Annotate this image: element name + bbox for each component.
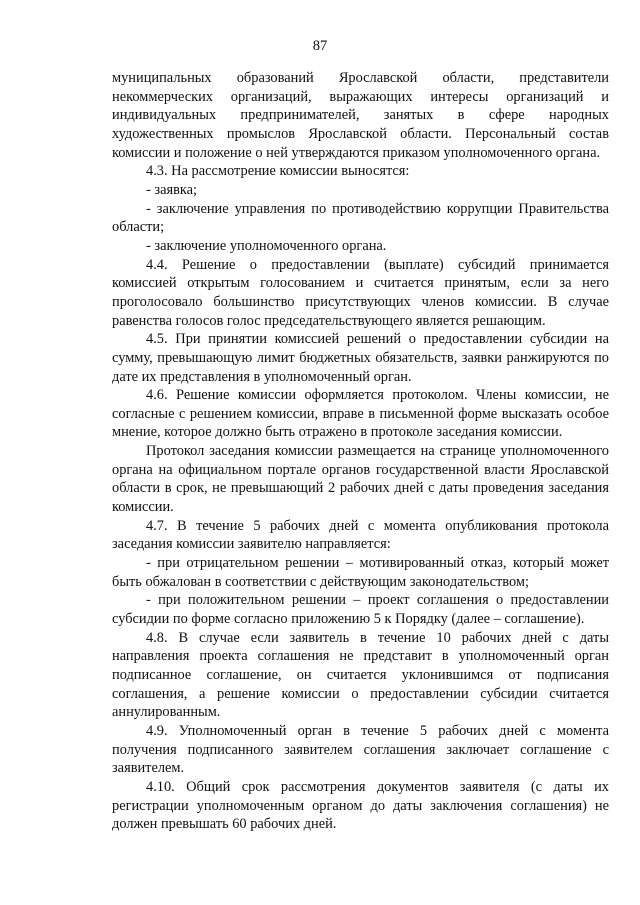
paragraph: 4.10. Общий срок рассмотрения документов заявителя (с даты их регистрации уполномоченным органом до даты заключения соглашения) не должен превышать 60 рабочих дней. bbox=[112, 778, 609, 833]
list-item: - заключение управления по противодействию коррупции Правительства области; bbox=[112, 200, 609, 236]
paragraph: 4.4. Решение о предоставлении (выплате) субсидий принимается комиссией открытым голосованием и считается принятым, если за него проголосовало большинство присутствующих членов комиссии. В случае равенства голосов голос председательствующего является решающим. bbox=[112, 256, 609, 329]
paragraph: 4.9. Уполномоченный орган в течение 5 рабочих дней с момента получения подписанного заявителем соглашения заключает соглашение с заявителем. bbox=[112, 722, 609, 777]
list-item: - заявка; bbox=[146, 181, 198, 198]
paragraph: 4.7. В течение 5 рабочих дней с момента опубликования протокола заседания комиссии заявителю направляется: bbox=[112, 517, 609, 553]
document-body bbox=[112, 69, 609, 834]
list-item: - при положительном решении – проект соглашения о предоставлении субсидии по форме согласно приложению 5 к Порядку (далее – соглашение). bbox=[112, 592, 609, 628]
list-item: - заключение уполномоченного органа. bbox=[146, 237, 387, 254]
paragraph: 4.6. Решение комиссии оформляется протоколом. Члены комиссии, не согласные с решением комиссии, вправе в письменной форме высказать особое мнение, которое должно быть отражено в протоколе заседания комиссии. bbox=[112, 387, 609, 441]
paragraph: муниципальных образований Ярославской области, представители некоммерческих организаций, выражающих интересы организаций и индивидуальных предпринимателей, занятых в сфере народных художественных промыслов Ярославской области. Персональный состав комиссии и положение о ней утверждаются приказом уполномоченного органа. bbox=[112, 70, 609, 161]
paragraph: 4.3. На рассмотрение комиссии выносятся: bbox=[146, 163, 410, 180]
paragraph: 4.8. В случае если заявитель в течение 10 рабочих дней с даты направления проекта соглашения не представит в уполномоченный орган подписанное соглашение, он считается уклонившимся от подписания соглашения, а решение комиссии о предоставлении субсидии считается аннулированным. bbox=[112, 629, 609, 721]
page-number: 87 bbox=[312, 38, 328, 54]
paragraph: 4.5. При принятии комиссией решений о предоставлении субсидии на сумму, превышающую лимит бюджетных обязательств, заявки ранжируются по дате их представления в уполномоченный орган. bbox=[112, 331, 609, 385]
list-item: - при отрицательном решении – мотивированный отказ, который может быть обжалован в соответствии с действующим законодательством; bbox=[112, 555, 609, 590]
paragraph: Протокол заседания комиссии размещается на странице уполномоченного органа на официальном портале органов государственной власти Ярославской области в срок, не превышающий 2 рабочих дней с даты проведения заседания комиссии. bbox=[112, 443, 609, 516]
